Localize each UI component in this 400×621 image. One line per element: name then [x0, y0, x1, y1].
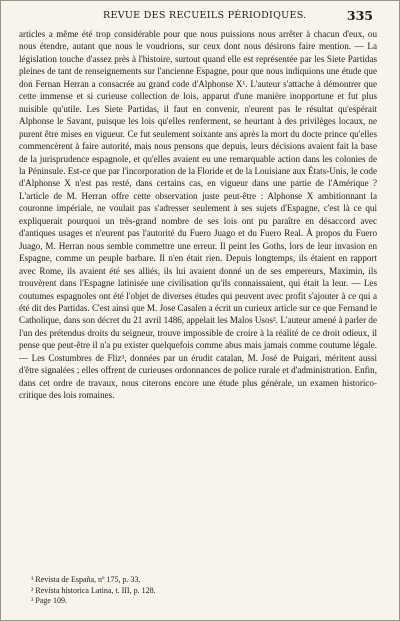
footnote-1: ¹ Revista de España, nº 175, p. 33.	[31, 575, 141, 584]
page-header	[43, 10, 373, 26]
body-paragraph: articles a même été trop considérable pour que nous puissions nous arrêter à chacun d'eux, ou nous étendre, autant que nous le voudrions, sur ceux dont nous désirons faire mention. — La législation touche d'assez près à l'histoire, surtout quand elle est représentée par les Siete Partidas pleines de tant de renseignements sur l'ancienne Espagne, pour que nous indiquions une étude que don Fernan Herran a consacrée au grand code d'Alphonse X¹. L'auteur s'attache à démontrer que cette immense et si curieuse collection de lois, apparut d'une manière inopportune et fut plus nuisible qu'utile. Les Siete Partidas, il faut en convenir, n'eurent pas le résultat qu'espérait Alphonse le Savant, puisque les lois qu'elles renferment, se heurtant à des privilèges locaux, ne purent être mises en vigueur. Ce fut seulement soixante ans après la mort du docte prince qu'elles commencèrent à faire autorité, mais nous pensons que depuis, leurs décisions avaient fait la base de la jurisprudence espagnole, et qu'elles avaient eu une remarquable action dans les colonies de la Péninsule. Est-ce que par l'incorporation de la Floride et de la Louisiane aux États-Unis, le code d'Alphonse X n'est pas resté, dans certains cas, en vigueur dans une partie de l'Amérique ? L'article de M. Herran offre cette observation juste peut-être : Alphonse X ambitionnant la couronne impériale, ne voulait pas s'adresser seulement à ses sujets d'Espagne, c'est là ce qui expliquerait pourquoi un très-grand nombre de ses lois ont pu paraître en désaccord avec d'antiques usages et n'eurent pas l'autorité du Fuero Juago et du Fuero Real. À propos du Fuero Juago, M. Herran nous semble commettre une erreur. Il peint les Goths, lors de leur invasion en Espagne, comme un peuple barbare. Il n'en était rien. Depuis longtemps, ils étaient en rapport avec Rome, ils avaient été ses alliés, ils lui avaient donné un de ses empereurs, Maximin, ils trouvèrent dans l'Espagne latinisée une civilisation qu'ils connaissaient, qui était la leur. — Les coutumes espagnoles ont été l'objet de diverses études qui peuvent avec profit s'ajouter à ce qui a été dit des Partidas. C'est ainsi que M. Jose Casalen a écrit un curieux article sur ce que Fernand le Catholique, dans son décret du 21 avril 1486, appelait les Malos Usos². L'auteur amené à parler de l'un des prétendus droits du seigneur, trouve impossible de croire à la réalité de ce droit odieux, il pense que peut-être il n'a pu exister quelquefois comme abus mais jamais comme coutume légale. — Les Costumbres de Fliz³, données par un érudit catalan, M. José de Puigari, méritent aussi d'être signalées ; elles offrent de curieuses ordonnances de police rurale et d'administration. Enfin, dans cet ordre de travaux, nous citerons encore une étude plus générale, un examen historico-critique des lois romaines.	[19, 29, 377, 401]
footnotes	[31, 575, 379, 607]
footnote-2: ² Revista historica Latina, t. III, p. 128.	[31, 585, 156, 595]
footnote-3: ³ Page 109.	[31, 596, 67, 605]
page-number: 335	[346, 8, 373, 23]
running-title: REVUE DES RECUEILS PÉRIODIQUES.	[103, 10, 307, 21]
